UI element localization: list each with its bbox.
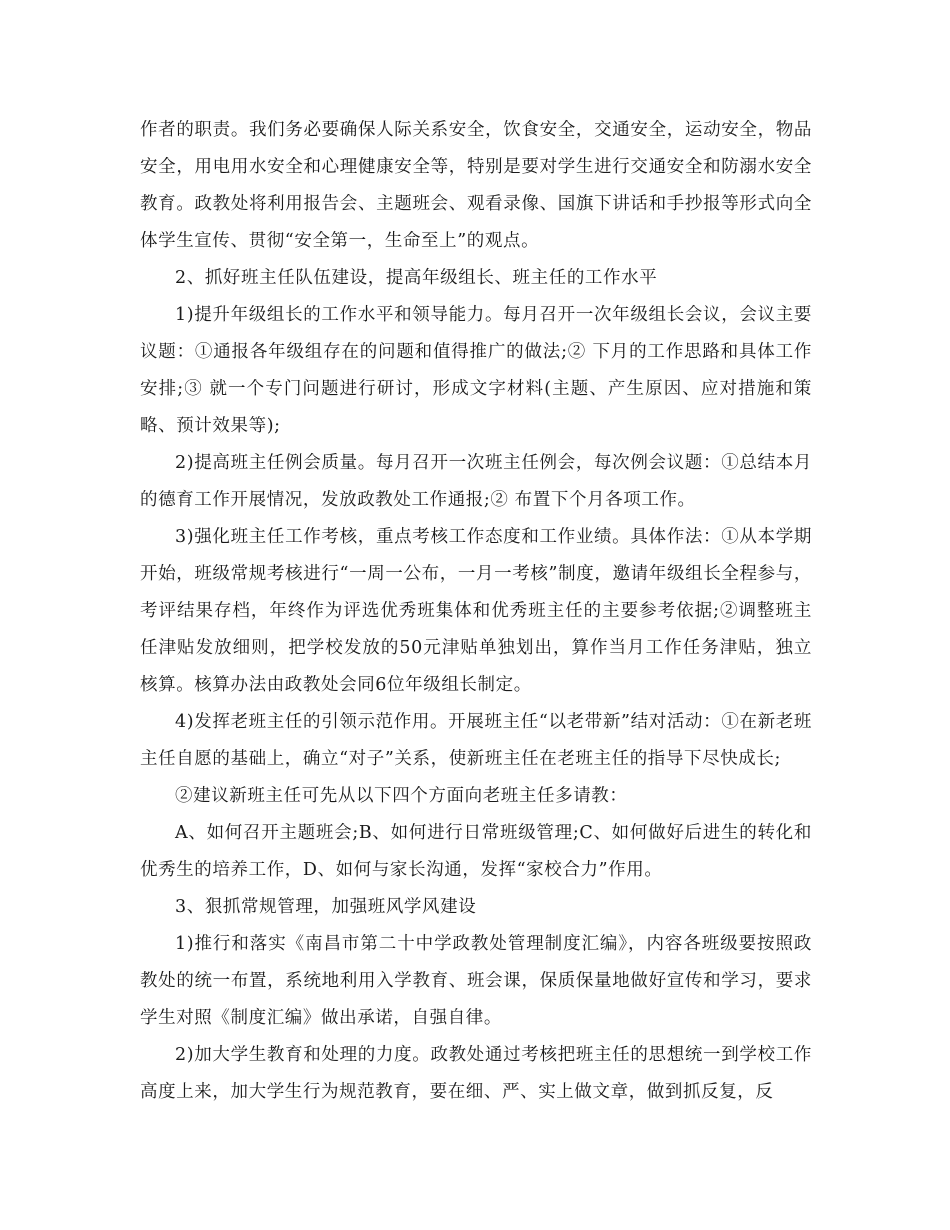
section-heading: 3、狠抓常规管理，加强班风学风建设 [175,897,477,917]
paragraph: 2、抓好班主任队伍建设，提高年级组长、班主任的工作水平 [175,268,658,288]
paragraph: 3)强化班主任工作考核，重点考核工作态度和工作业绩。具体作法：①从本学期开始，班级常规考核进行“一周一公布，一月一考核”制度，邀请年级组长全程参与，考评结果存档，年终作为评选优秀班集体和优秀班主任的主要参考依据;②调整班主任津贴发放细则，把学校发放的50元津贴单独划出，算作当月工作任务津贴，独立核算。核算办法由政教处会同6位年级组长制定。 [140,527,812,695]
document-body [140,112,812,1111]
paragraph: 4)发挥老班主任的引领示范作用。开展班主任“以老带新”结对活动：①在新老班主任自愿的基础上，确立“对子”关系，使新班主任在老班主任的指导下尽快成长; [140,712,812,769]
paragraph: 1)提升年级组长的工作水平和领导能力。每月召开一次年级组长会议，会议主要议题：①通报各年级组存在的问题和值得推广的做法;② 下月的工作思路和具体工作安排;③ 就一个专门问题进行研讨，形成文字材料(主题、产生原因、应对措施和策略、预计效果等); [140,305,812,436]
paragraph: A、如何召开主题班会;B、如何进行日常班级管理;C、如何做好后进生的转化和优秀生的培养工作，D、如何与家长沟通，发挥“家校合力”作用。 [140,823,812,880]
paragraph: ②建议新班主任可先从以下四个方面向老班主任多请教： [175,786,628,806]
paragraph: 作者的职责。我们务必要确保人际关系安全，饮食安全，交通安全，运动安全，物品安全，用电用水安全和心理健康安全等，特别是要对学生进行交通安全和防溺水安全教育。政教处将利用报告会、主题班会、观看录像、国旗下讲话和手抄报等形式向全体学生宣传、贯彻“安全第一，生命至上”的观点。 [140,120,812,251]
paragraph: 2)提高班主任例会质量。每月召开一次班主任例会，每次例会议题：①总结本月的德育工作开展情况，发放政教处工作通报;② 布置下个月各项工作。 [140,453,812,510]
paragraph: 1)推行和落实《南昌市第二十中学政教处管理制度汇编》，内容各班级要按照政教处的统一布置，系统地利用入学教育、班会课，保质保量地做好宣传和学习，要求学生对照《制度汇编》做出承诺，自强自律。 [140,934,812,1028]
paragraph: 2)加大学生教育和处理的力度。政教处通过考核把班主任的思想统一到学校工作高度上来，加大学生行为规范教育，要在细、严、实上做文章，做到抓反复，反 [140,1045,812,1102]
